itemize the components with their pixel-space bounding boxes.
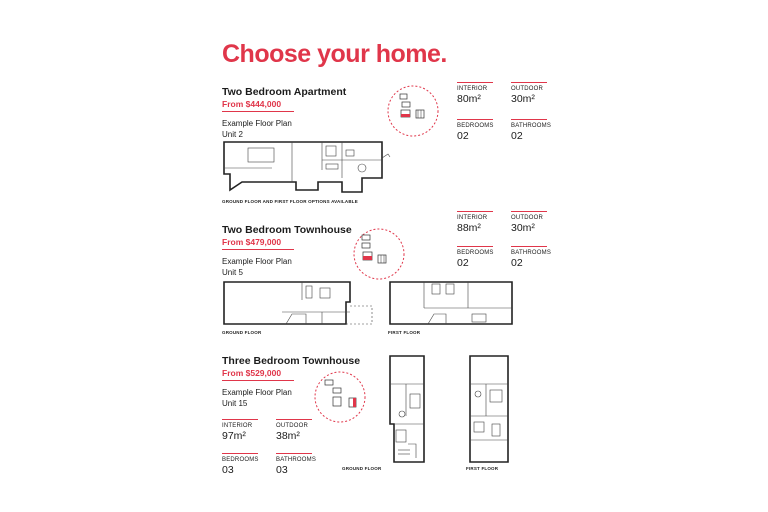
stat-value: 80m²	[457, 93, 481, 105]
stat-bedrooms	[222, 453, 258, 476]
stat-bedrooms	[457, 119, 493, 142]
floor-plan-drawing	[222, 138, 394, 198]
stat-value: 02	[511, 130, 523, 142]
stat-label: OUTDOOR	[511, 82, 547, 92]
site-locator-map	[313, 370, 369, 426]
first-floor-plan	[388, 280, 518, 328]
unit-label: Unit 2	[222, 130, 243, 139]
stat-value: 38m²	[276, 430, 300, 442]
floor-plan-label: Example Floor Plan	[222, 388, 292, 397]
stat-label: INTERIOR	[457, 82, 493, 92]
stat-value: 02	[457, 257, 469, 269]
stat-label: OUTDOOR	[511, 211, 547, 221]
stat-bedrooms	[457, 246, 493, 269]
first-floor-plan	[462, 354, 518, 466]
stat-value: 02	[457, 130, 469, 142]
stat-interior	[457, 82, 493, 105]
stat-label: INTERIOR	[457, 211, 493, 221]
stat-label: BATHROOMS	[511, 246, 547, 256]
site-locator-map	[386, 84, 442, 140]
stat-label: OUTDOOR	[276, 419, 312, 429]
home-name: Three Bedroom Townhouse	[222, 355, 361, 367]
home-name: Two Bedroom Apartment	[222, 86, 347, 98]
stat-label: BEDROOMS	[457, 119, 493, 129]
stat-value: 30m²	[511, 93, 535, 105]
stat-value: 88m²	[457, 222, 481, 234]
page-title: Choose your home.	[222, 40, 447, 68]
floor-label: GROUND FLOOR	[342, 466, 382, 471]
stat-outdoor	[511, 211, 547, 234]
floor-label: FIRST FLOOR	[388, 330, 421, 335]
floor-label: FIRST FLOOR	[466, 466, 499, 471]
stat-label: INTERIOR	[222, 419, 258, 429]
home-card-two-bedroom-apartment	[222, 86, 346, 140]
stat-value: 03	[276, 464, 288, 476]
ground-floor-plan	[222, 280, 378, 328]
home-price: From $444,000	[222, 99, 294, 112]
stat-outdoor	[276, 419, 312, 442]
stat-bathrooms	[276, 453, 317, 476]
stat-bathrooms	[511, 246, 552, 269]
stat-value: 30m²	[511, 222, 535, 234]
unit-label: Unit 5	[222, 268, 243, 277]
stat-bathrooms	[511, 119, 552, 142]
floor-plan-label: Example Floor Plan	[222, 119, 292, 128]
stat-value: 03	[222, 464, 234, 476]
home-name: Two Bedroom Townhouse	[222, 224, 352, 236]
home-price: From $529,000	[222, 368, 294, 381]
stat-interior	[457, 211, 493, 234]
stat-interior	[222, 419, 258, 442]
stat-label: BEDROOMS	[222, 453, 258, 463]
site-locator-map	[352, 227, 408, 283]
floor-label: GROUND FLOOR AND FIRST FLOOR OPTIONS AVAILABLE	[222, 199, 358, 204]
stat-outdoor	[511, 82, 547, 105]
ground-floor-plan	[384, 354, 436, 466]
stat-value: 02	[511, 257, 523, 269]
home-price: From $479,000	[222, 237, 294, 250]
floor-label: GROUND FLOOR	[222, 330, 262, 335]
stat-label: BEDROOMS	[457, 246, 493, 256]
home-card-two-bedroom-townhouse	[222, 224, 352, 278]
stat-value: 97m²	[222, 430, 246, 442]
floor-plan-label: Example Floor Plan	[222, 257, 292, 266]
stat-label: BATHROOMS	[511, 119, 547, 129]
stat-label: BATHROOMS	[276, 453, 312, 463]
unit-label: Unit 15	[222, 399, 248, 408]
